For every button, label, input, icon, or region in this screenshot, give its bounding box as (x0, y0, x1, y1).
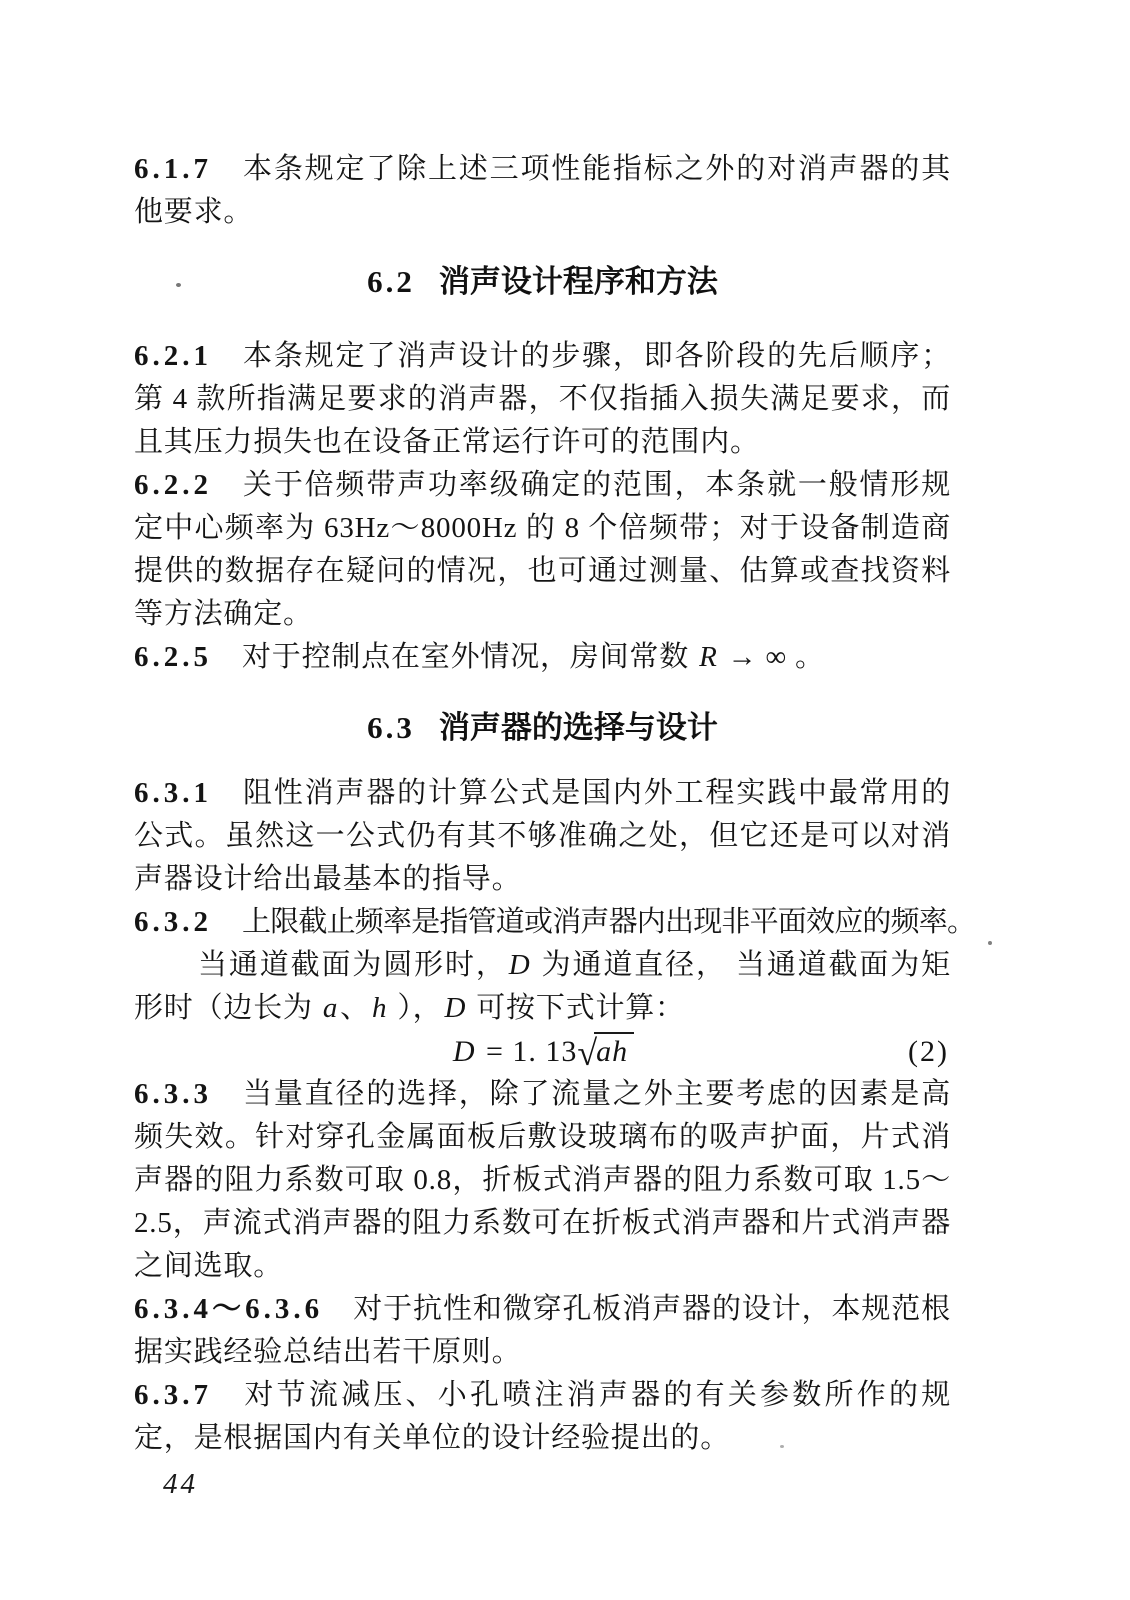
equation-expression (451, 1033, 634, 1073)
clause-text: 对于控制点在室外情况，房间常数 (242, 641, 698, 673)
clause-text: 关于倍频带声功率级确定的范围，本条就一般情形规定中心频率为 63Hz～8000Hz 的 8 个倍频带；对于设备制造商提供的数据存在疑问的情况，也可通过测量、估算或查找资料等方法确定。 (134, 469, 951, 630)
clause-text: 阻性消声器的计算公式是国内外工程实践中最常用的公式。虽然这一公式仍有其不够准确之处，但它还是可以对消声器设计给出最基本的指导。 (134, 777, 951, 895)
coefficient: 1. 13 (512, 1035, 578, 1068)
paragraph-6-3-2-explanation (134, 944, 951, 1030)
paragraph-text: 可按下式计算： (468, 992, 685, 1024)
clause-6-3-1 (134, 772, 951, 901)
clause-number: 6.1.7 (134, 153, 212, 185)
clause-text: 本条规定了除上述三项性能指标之外的对消声器的其他要求。 (134, 153, 951, 228)
clause-text: 上限截止频率是指管道或消声器内出现非平面效应的频率。 (242, 906, 976, 938)
clause-text: 对节流减压、小孔喷注消声器的有关参数所作的规定，是根据国内有关单位的设计经验提出的。 (134, 1379, 951, 1454)
clause-text: 对于抗性和微穿孔板消声器的设计，本规范根据实践经验总结出若干原则。 (134, 1293, 951, 1368)
radical-sign-icon: √ (577, 1033, 598, 1073)
clause-6-3-2 (134, 901, 976, 944)
equals-sign: = (485, 1035, 504, 1068)
math-variable-D: D (444, 992, 467, 1024)
heading-number: 6.2 (367, 264, 415, 299)
clause-text: → ∞ 。 (719, 641, 825, 673)
math-variable-R: R (699, 641, 718, 673)
math-variable-h: h (371, 992, 388, 1024)
paragraph-text: 为通道直径， 当通道截面为矩形时（边长为 (134, 949, 951, 1024)
clause-6-1-7 (134, 148, 951, 234)
clause-6-2-5 (134, 636, 951, 679)
paragraph-text: 、 (340, 992, 370, 1024)
equation-2 (134, 1030, 951, 1073)
equation-number: (2) (908, 1035, 949, 1068)
radicand-ah: ah (594, 1032, 634, 1070)
heading-title: 消声器的选择与设计 (438, 710, 718, 745)
scan-artifact-dot (988, 941, 992, 945)
square-root (577, 1030, 634, 1075)
clause-number: 6.3.3 (134, 1078, 212, 1110)
scan-artifact-dot (176, 283, 181, 287)
clause-number: 6.2.2 (134, 469, 212, 501)
clause-6-2-2 (134, 464, 951, 636)
clause-number: 6.3.1 (134, 777, 212, 809)
clause-number: 6.2.5 (134, 641, 212, 673)
clause-6-3-4-to-6-3-6 (134, 1288, 951, 1374)
clause-text: 当量直径的选择，除了流量之外主要考虑的因素是高频失效。针对穿孔金属面板后敷设玻璃布的吸声护面，片式消声器的阻力系数可取 0.8，折板式消声器的阻力系数可取 1.5～2.5，声流式消声器的阻力系数可在折板式消声器和片式消声器之间选取。 (134, 1078, 951, 1282)
page-number: 44 (163, 1468, 198, 1500)
clause-number: 6.3.4～6.3.6 (134, 1293, 324, 1325)
section-heading-6-3 (134, 706, 951, 749)
heading-number: 6.3 (367, 710, 415, 745)
paragraph-text: ）， (389, 992, 443, 1024)
page-content (134, 148, 976, 1460)
math-variable-D: D (508, 949, 531, 981)
heading-title: 消声设计程序和方法 (438, 264, 718, 299)
clause-number: 6.3.2 (134, 906, 212, 938)
paragraph-text: 当通道截面为圆形时， (198, 949, 507, 981)
clause-number: 6.3.7 (134, 1379, 212, 1411)
clause-6-3-7 (134, 1374, 951, 1460)
math-variable-a: a (322, 992, 339, 1024)
section-heading-6-2 (134, 260, 951, 303)
clause-6-2-1 (134, 335, 951, 464)
scan-artifact-dot (780, 1445, 784, 1448)
clause-6-3-3 (134, 1073, 951, 1288)
clause-text: 本条规定了消声设计的步骤，即各阶段的先后顺序；第 4 款所指满足要求的消声器，不仅指插入损失满足要求，而且其压力损失也在设备正常运行许可的范围内。 (134, 340, 951, 458)
math-variable-D: D (452, 1035, 476, 1068)
clause-number: 6.2.1 (134, 340, 212, 372)
